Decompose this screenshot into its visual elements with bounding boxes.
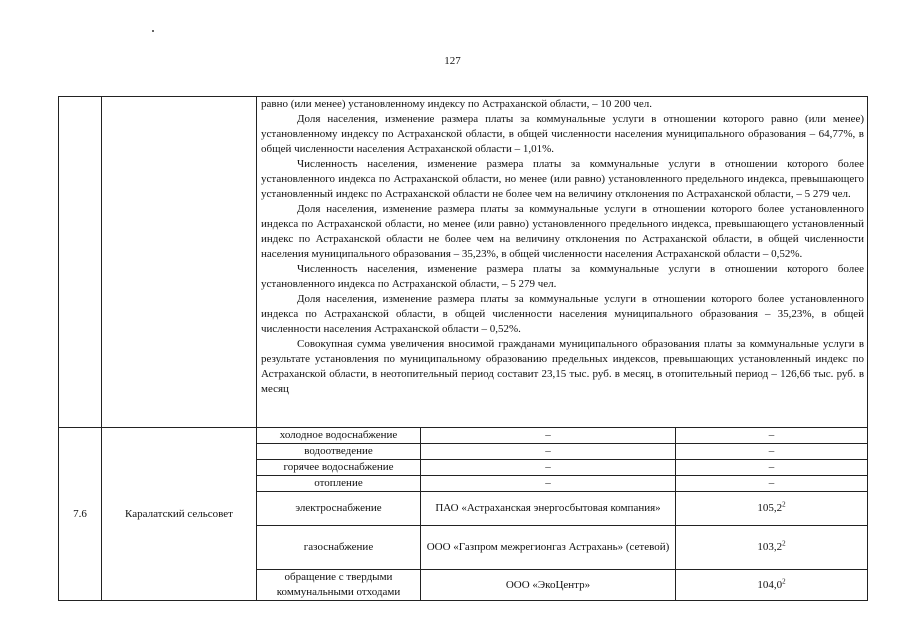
- page-number: 127: [444, 55, 461, 67]
- table-row-text: [59, 97, 868, 428]
- provider-name: –: [421, 444, 676, 460]
- summary-paragraph: Совокупная сумма увеличения вносимой гражданами муниципального образования платы за коммунальные услуги в результате установления по муниципальному образованию предельных индексов, превышающих установленный индекс по Астраханской области, в неотопительный период составит 23,15 тыс. руб. в месяц, в отопительный период – 126,66 тыс. руб. в месяц: [261, 338, 865, 395]
- service-name: холодное водоснабжение: [257, 428, 421, 444]
- service-name: электроснабжение: [257, 492, 421, 526]
- municipality-cell-empty: [102, 97, 257, 428]
- summary-paragraph: равно (или менее) установленному индексу по Астраханской области, – 10 200 чел.: [261, 98, 653, 110]
- index-value: 103,2$^2$: [676, 526, 868, 570]
- index-value: 104,0$^2$: [676, 570, 868, 601]
- index-value: –: [676, 476, 868, 492]
- municipality-name: Каралатский сельсовет: [102, 428, 257, 601]
- summary-paragraph: Доля населения, изменение размера платы за коммунальные услуги в отношении которого более установленного индекса по Астраханской области, в общей численности населения муниципального образования – 35,23%, в общей численности населения Астраханской области – 0,52%.: [261, 293, 865, 335]
- service-name: отопление: [257, 476, 421, 492]
- index-value: –: [676, 444, 868, 460]
- summary-paragraph: Доля населения, изменение размера платы за коммунальные услуги в отношении которого равно (или менее) установленному индексу по Астраханской области, в общей численности населения муниципального образования – 64,77%, в общей численности населения Астраханской области – 1,01%.: [261, 113, 865, 155]
- tariff-table: [58, 96, 868, 601]
- summary-paragraph: Доля населения, изменение размера платы за коммунальные услуги в отношении которого более установленного индекса по Астраханской области, но менее (или равно) установленного предельного индекса, превышающего установленный индекс по Астраханской области не более чем на величину отклонения по Астраханской области, в общей численности населения муниципального образования – 35,23%, в общей численности населения Астраханской области – 0,52%.: [261, 203, 865, 260]
- index-value: –: [676, 428, 868, 444]
- service-name: водоотведение: [257, 444, 421, 460]
- provider-name: –: [421, 460, 676, 476]
- service-name: горячее водоснабжение: [257, 460, 421, 476]
- index-value: 105,2$^2$: [676, 492, 868, 526]
- service-name: газоснабжение: [257, 526, 421, 570]
- entry-number: 7.6: [59, 428, 102, 601]
- summary-paragraph: Численность населения, изменение размера платы за коммунальные услуги в отношении которого более установленного индекса по Астраханской области, – 5 279 чел.: [261, 263, 865, 290]
- provider-name: –: [421, 476, 676, 492]
- service-name: обращение с твердыми коммунальными отходами: [257, 570, 421, 601]
- table-row: [59, 428, 868, 444]
- population-summary-cell: [257, 97, 868, 428]
- summary-paragraph: Численность населения, изменение размера платы за коммунальные услуги в отношении которого более установленного индекса по Астраханской области, но менее (или равно) установленного предельного индекса, превышающего установленный индекс по Астраханской области не более чем на величину отклонения по Астраханской области, – 5 279 чел.: [261, 158, 865, 200]
- index-value: –: [676, 460, 868, 476]
- provider-name: –: [421, 428, 676, 444]
- provider-name: ООО «Газпром межрегионгаз Астрахань» (сетевой): [421, 526, 676, 570]
- number-cell-empty: [59, 97, 102, 428]
- provider-name: ООО «ЭкоЦентр»: [421, 570, 676, 601]
- provider-name: ПАО «Астраханская энергосбытовая компания»: [421, 492, 676, 526]
- scan-speck: [152, 30, 154, 32]
